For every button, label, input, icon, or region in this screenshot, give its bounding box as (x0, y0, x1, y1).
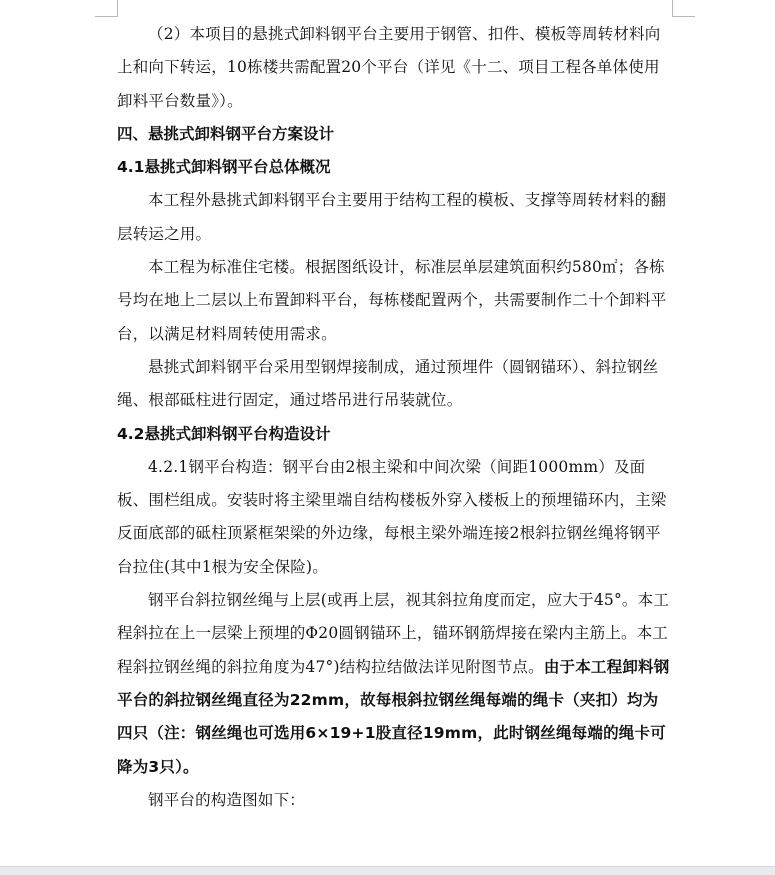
wire-rope-text: 钢平台斜拉钢丝绳与上层(或再上层，视其斜拉角度而定，应大于45°。本工程斜拉在上一层梁上预埋的Φ20圆钢锚环上，锚环钢筋焊接在梁内主筋上。本工程斜拉钢丝绳的斜拉角度为47°)结构拉结做法详见附图节点。 (117, 591, 670, 676)
paragraph-overview-usage: 本工程外悬挑式卸料钢平台主要用于结构工程的模板、支撑等周转材料的翻层转运之用。 (117, 191, 667, 243)
section-heading-4: 四、悬挑式卸料钢平台方案设计 (117, 124, 335, 143)
margin-corner-right (672, 0, 695, 17)
paragraph-wire-rope (117, 584, 673, 784)
paragraph-diagram-intro: 钢平台的构造图如下： (148, 790, 306, 809)
page-margin-marks (95, 0, 695, 16)
paragraph-fabrication: 悬挑式卸料钢平台采用型钢焊接制成，通过预埋件（圆钢锚环）、斜拉钢丝绳、根部砥柱进行固定，通过塔吊进行吊装就位。 (117, 357, 659, 410)
paragraph-structure-4-2-1: 4.2.1钢平台构造：钢平台由2根主梁和中间次梁（间距1000mm）及面板、围栏组成。安装时将主梁里端自结构楼板外穿入楼板上的预埋锚环内，主梁反面底部的砥柱顶紧框架梁的外边缘，每根主梁外端连接2根斜拉钢丝绳将钢平台拉住(其中1根为安全保险)。 (117, 457, 667, 576)
document-body (117, 18, 673, 817)
paragraph-building-info: 本工程为标准住宅楼。根据图纸设计，标准层单层建筑面积约580㎡；各栋号均在地上二层以上布置卸料平台，每栋楼配置两个，共需要制作二十个卸料平台，以满足材料周转使用需求。 (117, 258, 667, 343)
page-bottom-bar (0, 866, 775, 875)
subsection-heading-4-2: 4.2悬挑式卸料钢平台构造设计 (117, 424, 331, 443)
paragraph-platform-purpose: （2）本项目的悬挑式卸料钢平台主要用于钢管、扣件、模板等周转材料向上和向下转运，10栋楼共需配置20个平台（详见《十二、项目工程各单体使用卸料平台数量》）。 (117, 25, 661, 110)
margin-corner-left (95, 0, 118, 17)
subsection-heading-4-1: 4.1悬挑式卸料钢平台总体概况 (117, 158, 331, 177)
wire-rope-clamp-note: 由于本工程卸料钢平台的斜拉钢丝绳直径为22mm，故每根斜拉钢丝绳每端的绳卡（夹扣）均为四只（注：钢丝绳也可选用6×19+1股直径19mm，此时钢丝绳每端的绳卡可降为3只）。 (117, 657, 670, 776)
